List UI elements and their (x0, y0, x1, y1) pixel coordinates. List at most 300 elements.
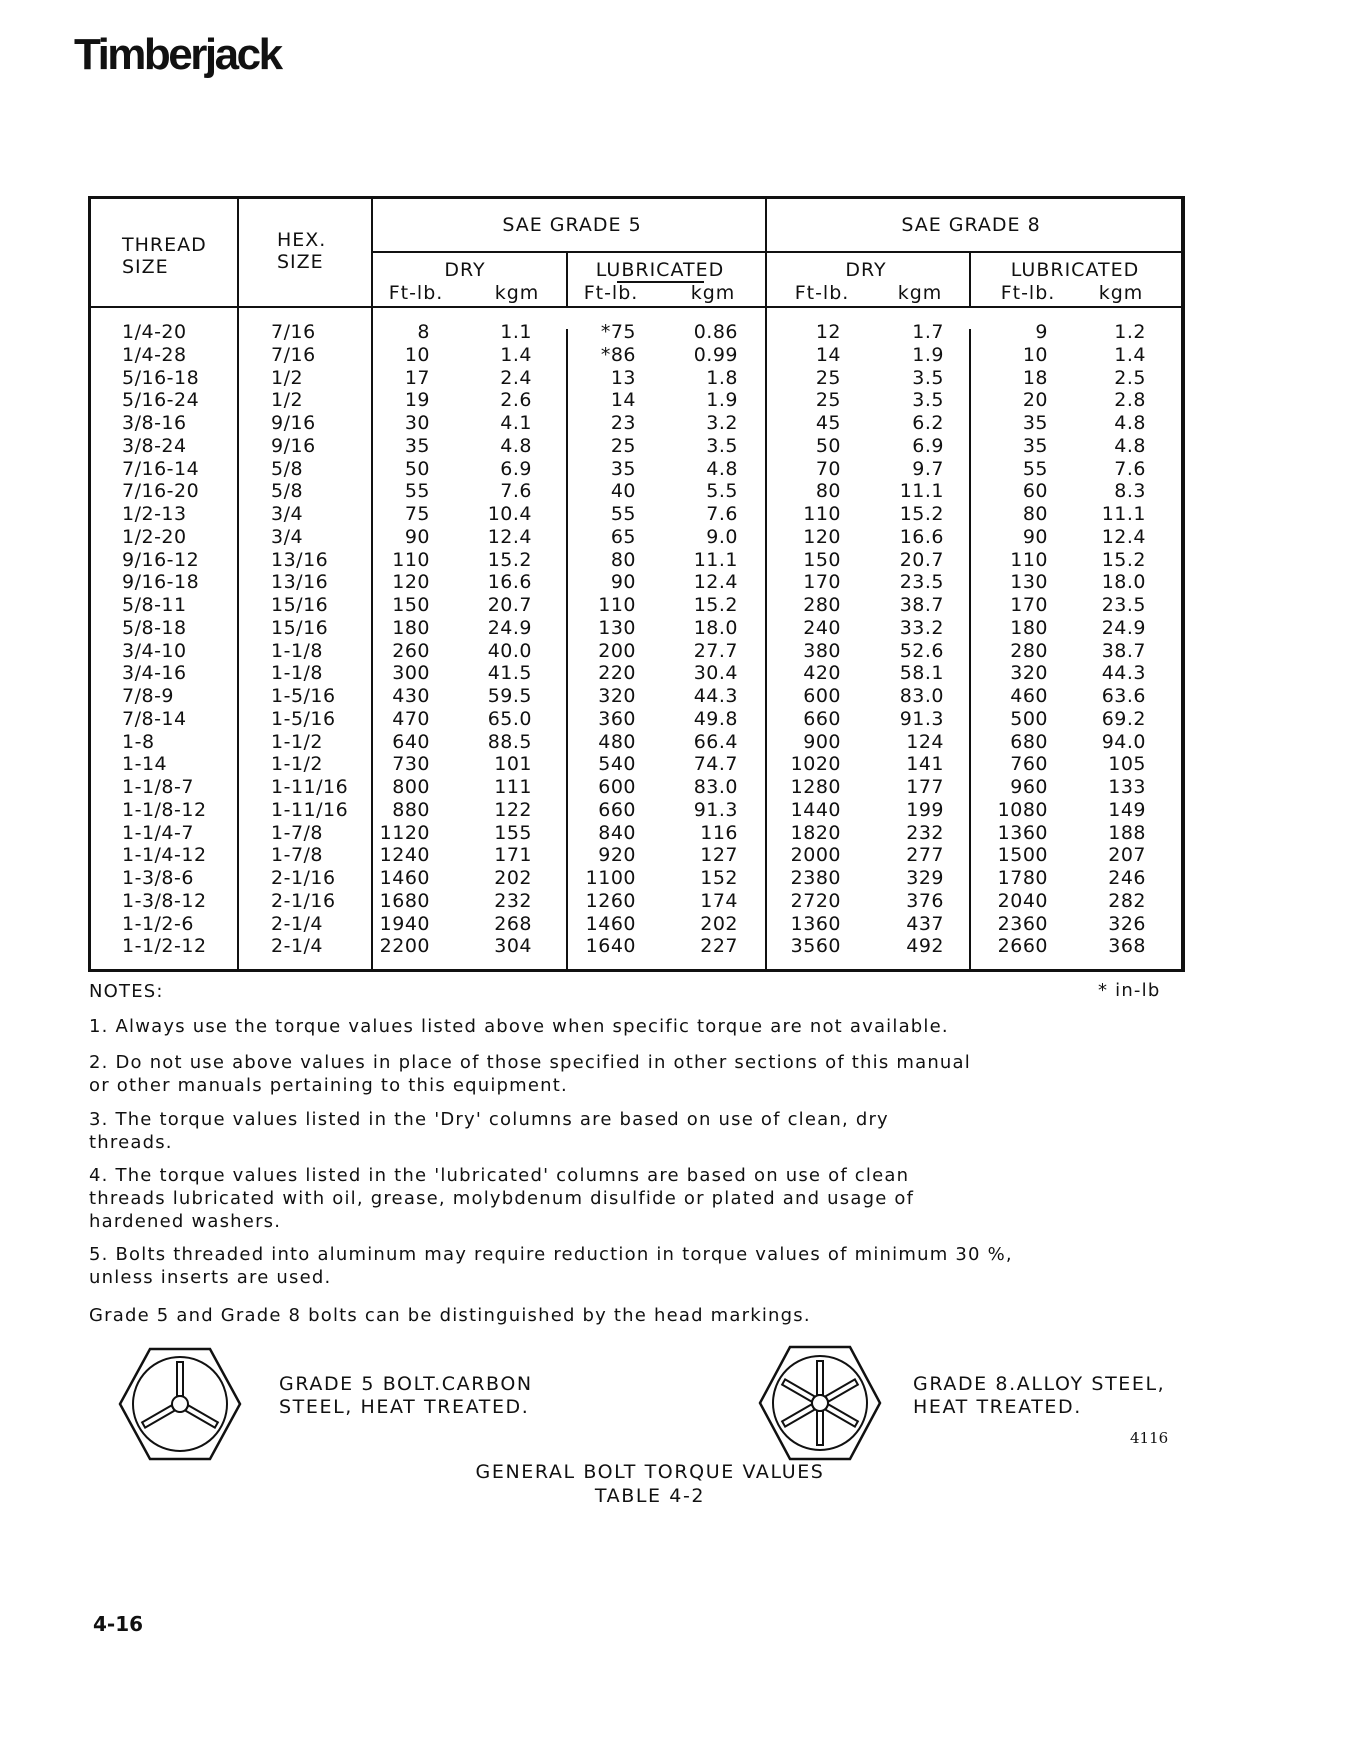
table-cell: 11.1 (693, 548, 738, 571)
table-cell: 6.2 (912, 412, 944, 434)
footnote: * in-lb (1098, 980, 1161, 1001)
table-cell: 80 (610, 548, 636, 571)
table-cell: 55 (1022, 457, 1048, 480)
table-cell: 2-1/4 (271, 935, 324, 958)
table-cell: 171 (494, 844, 532, 867)
table-cell: 1120 (379, 821, 430, 844)
table-cell: 4.8 (1114, 412, 1146, 434)
table-cell: 760 (1010, 753, 1048, 776)
table-cell: 3.2 (706, 412, 738, 434)
g8-dry-ftlb-column (770, 321, 841, 958)
table-cell: 91.3 (693, 798, 738, 821)
grade5-bolt-head-icon (116, 1345, 244, 1463)
table-cell: 246 (1108, 867, 1146, 889)
g5-lub-ftlb-header: Ft-lb. (583, 282, 639, 304)
table-cell: 1-1/4-12 (122, 844, 207, 867)
table-cell: 1-1/8-12 (122, 798, 207, 821)
table-cell: 12 (815, 321, 841, 343)
table-cell: 40.0 (487, 639, 532, 662)
table-cell: 152 (700, 867, 738, 889)
table-cell: 120 (803, 525, 841, 548)
grade8-description: GRADE 8.ALLOY STEEL, HEAT TREATED. (913, 1373, 1166, 1418)
table-cell: 240 (803, 616, 841, 639)
table-cell: 38.7 (1101, 639, 1146, 662)
table-cell: 150 (803, 548, 841, 571)
g8-dry-kgm-column (870, 321, 944, 958)
table-cell: 188 (1108, 821, 1146, 844)
table-cell: 7.6 (706, 503, 738, 525)
table-divider (969, 251, 971, 308)
table-cell: 7/8-14 (122, 707, 187, 730)
table-cell: 15/16 (271, 616, 329, 639)
table-divider (969, 329, 971, 969)
table-cell: 3/4 (271, 503, 304, 525)
table-cell: 207 (1108, 844, 1146, 867)
table-cell: 5/8-11 (122, 594, 187, 616)
table-cell: 3.5 (912, 366, 944, 389)
table-cell: 14 (610, 389, 636, 412)
table-cell: 1360 (790, 912, 841, 935)
table-cell: 35 (1022, 434, 1048, 457)
table-cell: 1-1/8 (271, 639, 324, 662)
table-cell: 9/16-12 (122, 548, 200, 571)
table-cell: 300 (392, 662, 430, 685)
g5-lub-kgm-header: kgm (690, 282, 736, 304)
table-cell: 7/16 (271, 343, 316, 366)
table-cell: 660 (803, 707, 841, 730)
table-cell: 880 (392, 798, 430, 821)
table-cell: 4.8 (500, 434, 532, 457)
table-cell: 130 (598, 616, 636, 639)
sae-grade5-header: SAE GRADE 5 (502, 214, 642, 236)
g8-lub-ftlb-column (975, 321, 1048, 958)
table-cell: 1-3/8-12 (122, 889, 207, 912)
g5-dry-ftlb-column (360, 321, 430, 958)
table-cell: 9/16 (271, 412, 316, 434)
table-cell: 12.4 (693, 571, 738, 594)
table-cell: 7/16-20 (122, 480, 200, 503)
table-cell: 2000 (790, 844, 841, 867)
table-cell: 2.6 (500, 389, 532, 412)
table-cell: 11.1 (899, 480, 944, 503)
table-cell: 2380 (790, 867, 841, 889)
table-cell: 1/4-20 (122, 321, 187, 343)
table-cell: 130 (1010, 571, 1048, 594)
table-cell: 2040 (997, 889, 1048, 912)
table-cell: 277 (906, 844, 944, 867)
table-cell: 1260 (585, 889, 636, 912)
table-rule (91, 306, 1182, 308)
table-cell: 30 (404, 412, 430, 434)
table-cell: 280 (1010, 639, 1048, 662)
g5-dry-ftlb-header: Ft-lb. (388, 282, 444, 304)
note-3: 3. The torque values listed in the 'Dry' columns are based on use of clean, dry (89, 1109, 889, 1130)
table-cell: 1940 (379, 912, 430, 935)
table-cell: 9.7 (912, 457, 944, 480)
table-cell: 1-11/16 (271, 776, 349, 798)
table-cell: 430 (392, 685, 430, 707)
table-cell: 600 (803, 685, 841, 707)
table-cell: 1680 (379, 889, 430, 912)
table-cell: 1780 (997, 867, 1048, 889)
table-cell: 74.7 (693, 753, 738, 776)
table-cell: 1640 (585, 935, 636, 958)
notes-label: NOTES: (89, 981, 164, 1002)
table-cell: 1.7 (912, 321, 944, 343)
head-markings-note: Grade 5 and Grade 8 bolts can be distinguished by the head markings. (89, 1305, 811, 1326)
table-divider (765, 199, 767, 969)
table-cell: 492 (906, 935, 944, 958)
table-cell: 368 (1108, 935, 1146, 958)
table-cell: 227 (700, 935, 738, 958)
table-cell: 1-8 (122, 730, 155, 753)
table-cell: 1-1/8-7 (122, 776, 194, 798)
table-cell: 376 (906, 889, 944, 912)
table-cell: 1020 (790, 753, 841, 776)
table-cell: 1080 (997, 798, 1048, 821)
table-cell: 4.8 (1114, 434, 1146, 457)
table-cell: 23.5 (1101, 594, 1146, 616)
table-cell: 122 (494, 798, 532, 821)
table-cell: 2-1/16 (271, 889, 336, 912)
table-cell: 5/16-18 (122, 366, 200, 389)
table-cell: 1-1/2-12 (122, 935, 207, 958)
document-number: 4116 (1130, 1429, 1169, 1447)
table-cell: 660 (598, 798, 636, 821)
table-cell: 320 (1010, 662, 1048, 685)
table-cell: 15.2 (1101, 548, 1146, 571)
sae-grade8-header: SAE GRADE 8 (901, 214, 1041, 236)
table-cell: 4.8 (706, 457, 738, 480)
g8-lubricated-header: LUBRICATED (1010, 259, 1140, 281)
g5-lubricated-header: LUBRICATED (595, 259, 725, 281)
table-cell: 5/8-18 (122, 616, 187, 639)
table-cell: 2660 (997, 935, 1048, 958)
table-cell: 202 (700, 912, 738, 935)
table-cell: 3/4 (271, 525, 304, 548)
thread-size-column (122, 321, 207, 958)
table-cell: 680 (1010, 730, 1048, 753)
table-cell: 23.5 (899, 571, 944, 594)
table-cell: 360 (598, 707, 636, 730)
table-cell: 232 (906, 821, 944, 844)
table-cell: 8.3 (1114, 480, 1146, 503)
table-cell: 20 (1022, 389, 1048, 412)
table-cell: 1100 (585, 867, 636, 889)
g8-lub-ftlb-header: Ft-lb. (1000, 282, 1056, 304)
table-cell: 15.2 (899, 503, 944, 525)
table-cell: 730 (392, 753, 430, 776)
table-cell: *86 (600, 343, 636, 366)
table-cell: 1/2 (271, 389, 304, 412)
table-cell: 58.1 (899, 662, 944, 685)
table-cell: 83.0 (693, 776, 738, 798)
table-cell: 24.9 (1101, 616, 1146, 639)
table-cell: 41.5 (487, 662, 532, 685)
table-cell: 50 (815, 434, 841, 457)
table-cell: 70 (815, 457, 841, 480)
table-cell: 80 (1022, 503, 1048, 525)
table-cell: 4.1 (500, 412, 532, 434)
table-cell: 141 (906, 753, 944, 776)
table-cell: 20.7 (899, 548, 944, 571)
g8-dry-ftlb-header: Ft-lb. (794, 282, 850, 304)
table-cell: 44.3 (693, 685, 738, 707)
note-4-cont: threads lubricated with oil, grease, molybdenum disulfide or plated and usage of (89, 1188, 915, 1209)
table-cell: 90 (404, 525, 430, 548)
table-cell: 49.8 (693, 707, 738, 730)
table-cell: 45 (815, 412, 841, 434)
table-cell: 40 (610, 480, 636, 503)
table-cell: 10 (1022, 343, 1048, 366)
table-cell: 1500 (997, 844, 1048, 867)
note-1: 1. Always use the torque values listed above when specific torque are not available. (89, 1016, 949, 1037)
table-cell: 177 (906, 776, 944, 798)
table-cell: 7.6 (500, 480, 532, 503)
table-cell: 55 (404, 480, 430, 503)
g5-dry-kgm-header: kgm (494, 282, 540, 304)
table-cell: 1-1/2 (271, 753, 324, 776)
table-cell: 13/16 (271, 548, 329, 571)
note-4: 4. The torque values listed in the 'lubricated' columns are based on use of clean (89, 1165, 910, 1186)
table-cell: 3/8-16 (122, 412, 187, 434)
table-cell: 1/2-20 (122, 525, 187, 548)
table-divider (566, 251, 568, 308)
table-cell: 3560 (790, 935, 841, 958)
table-cell: 35 (1022, 412, 1048, 434)
table-cell: 1360 (997, 821, 1048, 844)
table-cell: 180 (1010, 616, 1048, 639)
brand-logo: Timberjack (74, 30, 281, 79)
table-cell: 268 (494, 912, 532, 935)
grade5-description: GRADE 5 BOLT.CARBON STEEL, HEAT TREATED. (279, 1373, 533, 1418)
table-cell: 18.0 (1101, 571, 1146, 594)
table-cell: 2.8 (1114, 389, 1146, 412)
table-cell: 90 (610, 571, 636, 594)
table-cell: 105 (1108, 753, 1146, 776)
table-cell: 15/16 (271, 594, 329, 616)
table-cell: 25 (610, 434, 636, 457)
table-cell: 66.4 (693, 730, 738, 753)
table-cell: 33.2 (899, 616, 944, 639)
table-cell: 18 (1022, 366, 1048, 389)
table-cell: 7/8-9 (122, 685, 175, 707)
table-cell: 3/8-24 (122, 434, 187, 457)
table-cell: 13/16 (271, 571, 329, 594)
table-cell: 90 (1022, 525, 1048, 548)
table-cell: 5.5 (706, 480, 738, 503)
table-cell: 10 (404, 343, 430, 366)
table-cell: 1-5/16 (271, 707, 336, 730)
table-cell: 1.2 (1114, 321, 1146, 343)
table-cell: 1.8 (706, 366, 738, 389)
table-cell: 27.7 (693, 639, 738, 662)
table-cell: 2-1/16 (271, 867, 336, 889)
table-cell: 500 (1010, 707, 1048, 730)
table-cell: 150 (392, 594, 430, 616)
table-cell: 200 (598, 639, 636, 662)
table-cell: 174 (700, 889, 738, 912)
table-cell: 110 (598, 594, 636, 616)
hex-size-column (271, 321, 348, 958)
table-cell: 280 (803, 594, 841, 616)
table-cell: 44.3 (1101, 662, 1146, 685)
note-2-cont: or other manuals pertaining to this equipment. (89, 1075, 568, 1096)
table-cell: 12.4 (487, 525, 532, 548)
table-cell: 3/4-16 (122, 662, 187, 685)
table-cell: 110 (803, 503, 841, 525)
table-cell: 320 (598, 685, 636, 707)
table-rule (371, 251, 1182, 253)
table-cell: 480 (598, 730, 636, 753)
table-cell: 88.5 (487, 730, 532, 753)
table-cell: 2360 (997, 912, 1048, 935)
table-cell: 65 (610, 525, 636, 548)
table-cell: 0.86 (693, 321, 738, 343)
table-cell: 12.4 (1101, 525, 1146, 548)
table-cell: 155 (494, 821, 532, 844)
table-cell: 124 (906, 730, 944, 753)
table-cell: 9/16 (271, 434, 316, 457)
page-number: 4-16 (93, 1612, 144, 1636)
table-cell: 50 (404, 457, 430, 480)
table-cell: 202 (494, 867, 532, 889)
table-cell: 1-1/4-7 (122, 821, 194, 844)
note-4-cont: hardened washers. (89, 1211, 282, 1232)
table-cell: 80 (815, 480, 841, 503)
table-cell: 16.6 (487, 571, 532, 594)
table-cell: *75 (600, 321, 636, 343)
table-cell: 19 (404, 389, 430, 412)
table-cell: 110 (392, 548, 430, 571)
table-cell: 1/4-28 (122, 343, 187, 366)
table-cell: 55 (610, 503, 636, 525)
table-cell: 470 (392, 707, 430, 730)
note-5: 5. Bolts threaded into aluminum may require reduction in torque values of minimum 30 %, (89, 1244, 1013, 1265)
table-cell: 8 (417, 321, 430, 343)
table-cell: 2-1/4 (271, 912, 324, 935)
table-cell: 437 (906, 912, 944, 935)
table-cell: 9.0 (706, 525, 738, 548)
grade8-bolt-head-icon (756, 1343, 884, 1463)
table-cell: 30.4 (693, 662, 738, 685)
table-cell: 260 (392, 639, 430, 662)
table-cell: 840 (598, 821, 636, 844)
table-cell: 101 (494, 753, 532, 776)
table-cell: 282 (1108, 889, 1146, 912)
table-cell: 600 (598, 776, 636, 798)
table-cell: 2200 (379, 935, 430, 958)
table-cell: 91.3 (899, 707, 944, 730)
table-cell: 7.6 (1114, 457, 1146, 480)
table-cell: 199 (906, 798, 944, 821)
table-cell: 3/4-10 (122, 639, 187, 662)
table-cell: 1/2 (271, 366, 304, 389)
table-cell: 75 (404, 503, 430, 525)
table-cell: 170 (1010, 594, 1048, 616)
table-divider (237, 199, 239, 969)
thread-size-header: THREAD SIZE (122, 234, 207, 278)
table-cell: 900 (803, 730, 841, 753)
table-cell: 420 (803, 662, 841, 685)
table-divider (1181, 199, 1183, 969)
table-cell: 1-5/16 (271, 685, 336, 707)
table-cell: 35 (404, 434, 430, 457)
table-cell: 220 (598, 662, 636, 685)
table-cell: 7/16 (271, 321, 316, 343)
table-cell: 63.6 (1101, 685, 1146, 707)
table-cell: 38.7 (899, 594, 944, 616)
table-cell: 16.6 (899, 525, 944, 548)
note-5-cont: unless inserts are used. (89, 1267, 332, 1288)
note-2: 2. Do not use above values in place of those specified in other sections of this manual (89, 1052, 971, 1073)
table-cell: 304 (494, 935, 532, 958)
table-cell: 3.5 (912, 389, 944, 412)
table-cell: 1/2-13 (122, 503, 187, 525)
table-cell: 69.2 (1101, 707, 1146, 730)
table-cell: 1-1/2-6 (122, 912, 194, 935)
table-cell: 800 (392, 776, 430, 798)
table-cell: 232 (494, 889, 532, 912)
g8-lub-kgm-header: kgm (1098, 282, 1144, 304)
table-cell: 127 (700, 844, 738, 867)
table-cell: 1.9 (706, 389, 738, 412)
table-cell: 1440 (790, 798, 841, 821)
table-cell: 110 (1010, 548, 1048, 571)
table-cell: 9/16-18 (122, 571, 200, 594)
table-cell: 2.5 (1114, 366, 1146, 389)
table-cell: 1-1/8 (271, 662, 324, 685)
table-cell: 2.4 (500, 366, 532, 389)
g5-dry-kgm-column (460, 321, 532, 958)
table-cell: 14 (815, 343, 841, 366)
table-cell: 5/8 (271, 457, 304, 480)
table-cell: 1-7/8 (271, 821, 324, 844)
note-3-cont: threads. (89, 1132, 173, 1153)
g5-lub-ftlb-column (565, 321, 636, 958)
table-cell: 52.6 (899, 639, 944, 662)
table-cell: 460 (1010, 685, 1048, 707)
table-cell: 326 (1108, 912, 1146, 935)
table-cell: 170 (803, 571, 841, 594)
table-cell: 25 (815, 366, 841, 389)
table-cell: 1460 (379, 867, 430, 889)
table-cell: 1280 (790, 776, 841, 798)
table-cell: 17 (404, 366, 430, 389)
table-cell: 640 (392, 730, 430, 753)
table-cell: 5/16-24 (122, 389, 200, 412)
table-cell: 1.4 (1114, 343, 1146, 366)
hex-size-header: HEX. SIZE (277, 229, 327, 273)
table-cell: 0.99 (693, 343, 738, 366)
table-cell: 94.0 (1101, 730, 1146, 753)
table-cell: 1820 (790, 821, 841, 844)
table-cell: 1-14 (122, 753, 168, 776)
table-cell: 13 (610, 366, 636, 389)
table-cell: 329 (906, 867, 944, 889)
table-cell: 540 (598, 753, 636, 776)
table-cell: 23 (610, 412, 636, 434)
table-cell: 1-7/8 (271, 844, 324, 867)
table-cell: 59.5 (487, 685, 532, 707)
table-cell: 120 (392, 571, 430, 594)
g5-lub-kgm-column (660, 321, 738, 958)
table-cell: 116 (700, 821, 738, 844)
table-cell: 1460 (585, 912, 636, 935)
table-cell: 18.0 (693, 616, 738, 639)
table-cell: 1-11/16 (271, 798, 349, 821)
g8-dry-header: DRY (845, 259, 887, 281)
